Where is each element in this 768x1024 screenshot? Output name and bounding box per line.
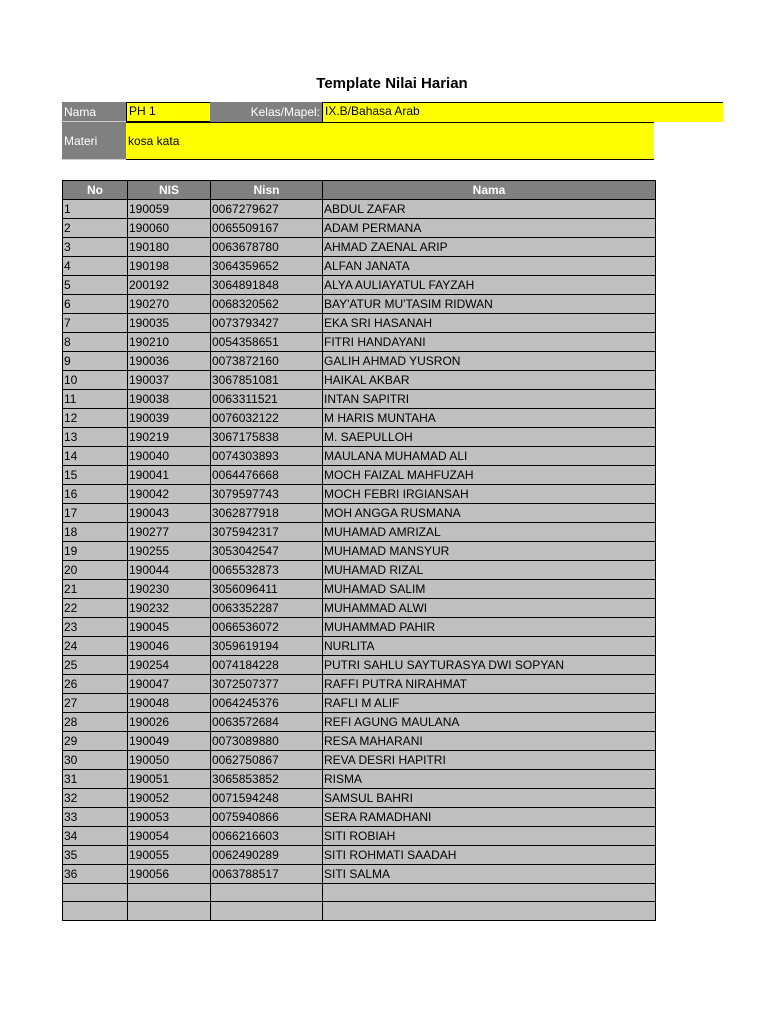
- table-row: [63, 789, 656, 808]
- cell-nis[interactable]: 190255: [128, 542, 211, 561]
- cell-no[interactable]: 15: [63, 466, 128, 485]
- cell-nama[interactable]: NURLITA: [323, 637, 656, 656]
- cell-nisn[interactable]: [211, 884, 323, 902]
- table-row: [63, 219, 656, 238]
- table-row: [63, 200, 656, 219]
- cell-nisn[interactable]: 0071594248: [211, 789, 323, 808]
- cell-nisn[interactable]: 3053042547: [211, 542, 323, 561]
- cell-nama[interactable]: EKA SRI HASANAH: [323, 314, 656, 333]
- cell-nis[interactable]: 190219: [128, 428, 211, 447]
- cell-nisn[interactable]: 0054358651: [211, 333, 323, 352]
- cell-nama[interactable]: SITI SALMA: [323, 865, 656, 884]
- cell-nisn[interactable]: 0074303893: [211, 447, 323, 466]
- table-row: [63, 827, 656, 846]
- table-row: [63, 884, 656, 902]
- cell-no[interactable]: 27: [63, 694, 128, 713]
- cell-nisn[interactable]: 0063572684: [211, 713, 323, 732]
- cell-nis[interactable]: 190042: [128, 485, 211, 504]
- cell-no[interactable]: 25: [63, 656, 128, 675]
- cell-nama[interactable]: MOH ANGGA RUSMANA: [323, 504, 656, 523]
- cell-nama[interactable]: RISMA: [323, 770, 656, 789]
- cell-nis[interactable]: 190180: [128, 238, 211, 257]
- cell-nis[interactable]: 190232: [128, 599, 211, 618]
- table-row: [63, 447, 656, 466]
- cell-nama[interactable]: SITI ROHMATI SAADAH: [323, 846, 656, 865]
- cell-nisn[interactable]: [211, 902, 323, 920]
- materi-label: Materi: [62, 122, 126, 160]
- cell-no[interactable]: 17: [63, 504, 128, 523]
- cell-nama[interactable]: MUHAMMAD PAHIR: [323, 618, 656, 637]
- cell-nisn[interactable]: 3065853852: [211, 770, 323, 789]
- cell-nama[interactable]: HAIKAL AKBAR: [323, 371, 656, 390]
- cell-nis[interactable]: 190038: [128, 390, 211, 409]
- cell-nis[interactable]: 190053: [128, 808, 211, 827]
- cell-no[interactable]: 33: [63, 808, 128, 827]
- table-row: [63, 371, 656, 390]
- cell-nis[interactable]: 190046: [128, 637, 211, 656]
- cell-no[interactable]: [63, 902, 128, 920]
- cell-nama[interactable]: MUHAMAD RIZAL: [323, 561, 656, 580]
- table-row: [63, 542, 656, 561]
- kelas-mapel-value-cell[interactable]: IX.B/Bahasa Arab: [322, 102, 723, 122]
- table-row: [63, 808, 656, 827]
- table-row: [63, 257, 656, 276]
- cell-nis[interactable]: 190041: [128, 466, 211, 485]
- cell-nama[interactable]: AHMAD ZAENAL ARIP: [323, 238, 656, 257]
- table-row: [63, 732, 656, 751]
- cell-nama[interactable]: REVA DESRI HAPITRI: [323, 751, 656, 770]
- table-row: [63, 656, 656, 675]
- cell-no[interactable]: 5: [63, 276, 128, 295]
- cell-nisn[interactable]: 0063788517: [211, 865, 323, 884]
- cell-nis[interactable]: 190055: [128, 846, 211, 865]
- table-row: [63, 599, 656, 618]
- cell-nama[interactable]: BAY'ATUR MU'TASIM RIDWAN: [323, 295, 656, 314]
- cell-nisn[interactable]: 3075942317: [211, 523, 323, 542]
- cell-no[interactable]: 7: [63, 314, 128, 333]
- kelas-mapel-label: Kelas/Mapel:: [210, 102, 322, 122]
- cell-nis[interactable]: 190059: [128, 200, 211, 219]
- table-row: [63, 675, 656, 694]
- cell-no[interactable]: 28: [63, 713, 128, 732]
- table-row: [63, 713, 656, 732]
- cell-nama[interactable]: SAMSUL BAHRI: [323, 789, 656, 808]
- cell-nis[interactable]: 190044: [128, 561, 211, 580]
- cell-nama[interactable]: MUHAMAD MANSYUR: [323, 542, 656, 561]
- cell-nisn[interactable]: 3072507377: [211, 675, 323, 694]
- cell-no[interactable]: 26: [63, 675, 128, 694]
- cell-nisn[interactable]: 3064359652: [211, 257, 323, 276]
- cell-no[interactable]: 31: [63, 770, 128, 789]
- cell-nis[interactable]: 190040: [128, 447, 211, 466]
- cell-nis[interactable]: 200192: [128, 276, 211, 295]
- cell-no[interactable]: 19: [63, 542, 128, 561]
- table-row: [63, 523, 656, 542]
- cell-nisn[interactable]: 3067851081: [211, 371, 323, 390]
- table-row: [63, 580, 656, 599]
- table-row: [63, 333, 656, 352]
- table-row: [63, 466, 656, 485]
- cell-no[interactable]: 29: [63, 732, 128, 751]
- table-row: [63, 295, 656, 314]
- cell-nisn[interactable]: 0074184228: [211, 656, 323, 675]
- cell-no[interactable]: 20: [63, 561, 128, 580]
- cell-nama[interactable]: RAFFI PUTRA NIRAHMAT: [323, 675, 656, 694]
- cell-nisn[interactable]: 0066536072: [211, 618, 323, 637]
- table-row: [63, 902, 656, 920]
- cell-nis[interactable]: 190036: [128, 352, 211, 371]
- cell-nama[interactable]: REFI AGUNG MAULANA: [323, 713, 656, 732]
- cell-nisn[interactable]: 0063678780: [211, 238, 323, 257]
- cell-nisn[interactable]: 0063352287: [211, 599, 323, 618]
- cell-no[interactable]: 3: [63, 238, 128, 257]
- cell-nis[interactable]: 190198: [128, 257, 211, 276]
- cell-nama[interactable]: GALIH AHMAD YUSRON: [323, 352, 656, 371]
- cell-no[interactable]: 1: [63, 200, 128, 219]
- cell-nama[interactable]: [323, 902, 656, 920]
- cell-nama[interactable]: PUTRI SAHLU SAYTURASYA DWI SOPYAN: [323, 656, 656, 675]
- cell-nisn[interactable]: 3064891848: [211, 276, 323, 295]
- cell-nama[interactable]: MOCH FAIZAL MAHFUZAH: [323, 466, 656, 485]
- cell-no[interactable]: 24: [63, 637, 128, 656]
- nama-value-cell[interactable]: PH 1: [126, 102, 210, 122]
- cell-nis[interactable]: 190056: [128, 865, 211, 884]
- header-no[interactable]: No: [63, 181, 128, 200]
- info-section: [62, 102, 723, 160]
- cell-nisn[interactable]: 0068320562: [211, 295, 323, 314]
- cell-nis[interactable]: 190048: [128, 694, 211, 713]
- table-row: [63, 504, 656, 523]
- table-row: [63, 390, 656, 409]
- cell-no[interactable]: 16: [63, 485, 128, 504]
- cell-nama[interactable]: SITI ROBIAH: [323, 827, 656, 846]
- cell-nisn[interactable]: 3056096411: [211, 580, 323, 599]
- materi-value-cell[interactable]: kosa kata: [126, 122, 654, 160]
- cell-nama[interactable]: M. SAEPULLOH: [323, 428, 656, 447]
- cell-nama[interactable]: ALFAN JANATA: [323, 257, 656, 276]
- cell-no[interactable]: 35: [63, 846, 128, 865]
- header-nama[interactable]: Nama: [323, 181, 656, 200]
- cell-nama[interactable]: ADAM PERMANA: [323, 219, 656, 238]
- cell-nis[interactable]: 190270: [128, 295, 211, 314]
- cell-nis[interactable]: 190045: [128, 618, 211, 637]
- table-row: [63, 352, 656, 371]
- cell-nama[interactable]: FITRI HANDAYANI: [323, 333, 656, 352]
- cell-nis[interactable]: 190026: [128, 713, 211, 732]
- cell-nisn[interactable]: 0065532873: [211, 561, 323, 580]
- table-body: [63, 200, 656, 921]
- cell-nis[interactable]: 190035: [128, 314, 211, 333]
- cell-nama[interactable]: MAULANA MUHAMAD ALI: [323, 447, 656, 466]
- cell-no[interactable]: 22: [63, 599, 128, 618]
- cell-nis[interactable]: 190051: [128, 770, 211, 789]
- cell-nama[interactable]: INTAN SAPITRI: [323, 390, 656, 409]
- nama-label: Nama: [62, 102, 126, 122]
- cell-nisn[interactable]: 3062877918: [211, 504, 323, 523]
- cell-no[interactable]: 6: [63, 295, 128, 314]
- cell-nisn[interactable]: 0073089880: [211, 732, 323, 751]
- cell-nama[interactable]: MOCH FEBRI IRGIANSAH: [323, 485, 656, 504]
- cell-nis[interactable]: 190050: [128, 751, 211, 770]
- info-row-materi: [62, 122, 723, 160]
- table-row: [63, 276, 656, 295]
- cell-nis[interactable]: [128, 902, 211, 920]
- cell-nisn[interactable]: 0062490289: [211, 846, 323, 865]
- cell-no[interactable]: 34: [63, 827, 128, 846]
- cell-nisn[interactable]: 0075940866: [211, 808, 323, 827]
- cell-nis[interactable]: 190054: [128, 827, 211, 846]
- table-row: [63, 751, 656, 770]
- cell-nisn[interactable]: 0064245376: [211, 694, 323, 713]
- table-row: [63, 865, 656, 884]
- cell-nis[interactable]: 190043: [128, 504, 211, 523]
- cell-no[interactable]: 12: [63, 409, 128, 428]
- table-row: [63, 618, 656, 637]
- cell-no[interactable]: 4: [63, 257, 128, 276]
- cell-nisn[interactable]: 0073793427: [211, 314, 323, 333]
- cell-nis[interactable]: 190037: [128, 371, 211, 390]
- cell-no[interactable]: 13: [63, 428, 128, 447]
- cell-nis[interactable]: [128, 884, 211, 902]
- cell-nama[interactable]: ALYA AULIAYATUL FAYZAH: [323, 276, 656, 295]
- cell-nama[interactable]: SERA RAMADHANI: [323, 808, 656, 827]
- cell-nisn[interactable]: 3059619194: [211, 637, 323, 656]
- cell-nama[interactable]: M HARIS MUNTAHA: [323, 409, 656, 428]
- table-row: [63, 637, 656, 656]
- cell-nisn[interactable]: 0065509167: [211, 219, 323, 238]
- cell-nisn[interactable]: 0076032122: [211, 409, 323, 428]
- cell-no[interactable]: 9: [63, 352, 128, 371]
- cell-nis[interactable]: 190039: [128, 409, 211, 428]
- header-nis[interactable]: NIS: [128, 181, 211, 200]
- cell-nama[interactable]: MUHAMMAD ALWI: [323, 599, 656, 618]
- header-nisn[interactable]: Nisn: [211, 181, 323, 200]
- table-row: [63, 485, 656, 504]
- info-row-nama: [62, 102, 723, 122]
- cell-nama[interactable]: RAFLI M ALIF: [323, 694, 656, 713]
- cell-nama[interactable]: MUHAMAD SALIM: [323, 580, 656, 599]
- cell-no[interactable]: 36: [63, 865, 128, 884]
- table-row: [63, 409, 656, 428]
- table-row: [63, 314, 656, 333]
- cell-nis[interactable]: 190230: [128, 580, 211, 599]
- cell-nisn[interactable]: 0064476668: [211, 466, 323, 485]
- cell-nis[interactable]: 190277: [128, 523, 211, 542]
- cell-nama[interactable]: RESA MAHARANI: [323, 732, 656, 751]
- table-row: [63, 694, 656, 713]
- cell-nama[interactable]: MUHAMAD AMRIZAL: [323, 523, 656, 542]
- cell-nisn[interactable]: 0066216603: [211, 827, 323, 846]
- cell-nisn[interactable]: 0063311521: [211, 390, 323, 409]
- cell-nisn[interactable]: 0073872160: [211, 352, 323, 371]
- table-row: [63, 770, 656, 789]
- cell-nis[interactable]: 190210: [128, 333, 211, 352]
- cell-no[interactable]: 2: [63, 219, 128, 238]
- table-row: [63, 561, 656, 580]
- cell-no[interactable]: 21: [63, 580, 128, 599]
- cell-nama[interactable]: [323, 884, 656, 902]
- cell-no[interactable]: 23: [63, 618, 128, 637]
- cell-no[interactable]: 10: [63, 371, 128, 390]
- cell-nisn[interactable]: 3079597743: [211, 485, 323, 504]
- cell-no[interactable]: 11: [63, 390, 128, 409]
- table-row: [63, 846, 656, 865]
- cell-no[interactable]: [63, 884, 128, 902]
- student-table: [62, 180, 656, 921]
- cell-nis[interactable]: 190047: [128, 675, 211, 694]
- cell-nisn[interactable]: 0067279627: [211, 200, 323, 219]
- page-title: Template Nilai Harian: [316, 75, 468, 92]
- cell-no[interactable]: 32: [63, 789, 128, 808]
- cell-nama[interactable]: ABDUL ZAFAR: [323, 200, 656, 219]
- cell-nis[interactable]: 190052: [128, 789, 211, 808]
- cell-nisn[interactable]: 0062750867: [211, 751, 323, 770]
- cell-no[interactable]: 18: [63, 523, 128, 542]
- cell-nis[interactable]: 190254: [128, 656, 211, 675]
- cell-no[interactable]: 8: [63, 333, 128, 352]
- cell-nis[interactable]: 190049: [128, 732, 211, 751]
- cell-no[interactable]: 14: [63, 447, 128, 466]
- table-row: [63, 238, 656, 257]
- cell-no[interactable]: 30: [63, 751, 128, 770]
- cell-nis[interactable]: 190060: [128, 219, 211, 238]
- table-header-row: [63, 181, 656, 200]
- cell-nisn[interactable]: 3067175838: [211, 428, 323, 447]
- table-row: [63, 428, 656, 447]
